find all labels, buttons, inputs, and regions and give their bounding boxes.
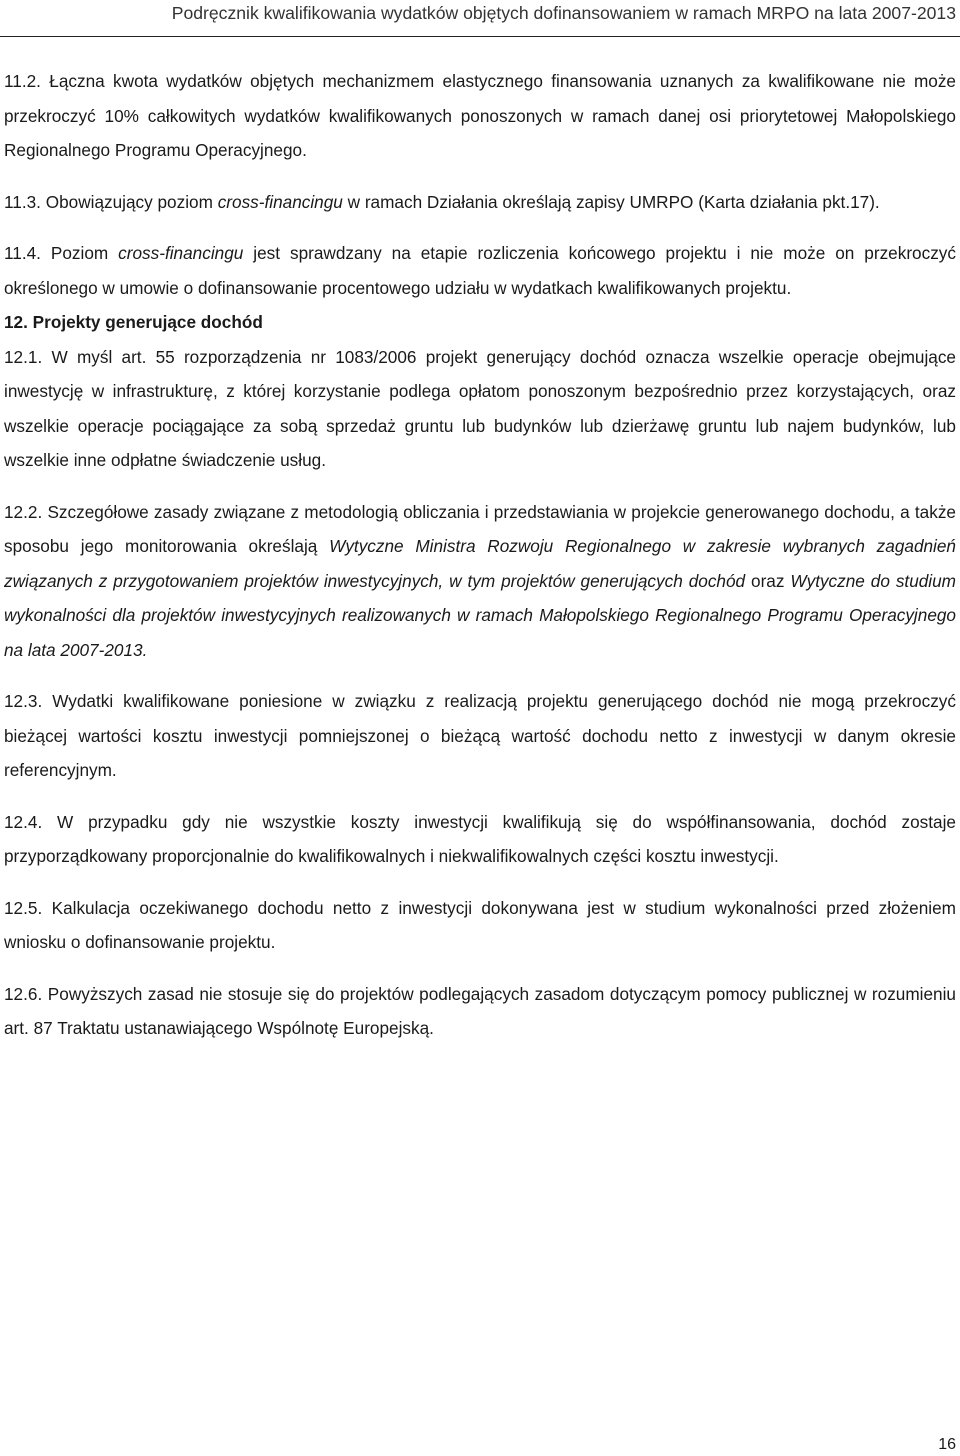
paragraph-text: oraz xyxy=(751,570,785,591)
paragraph-text: jest sprawdzany na etapie rozliczenia końcowego projektu i nie może on przekroczyć określonego w umowie o dofinansowanie procentowego udziału w wydatkach kwalifikowanych projektu. xyxy=(4,243,956,298)
italic-term: cross-financingu xyxy=(217,191,343,212)
paragraph-12-1 xyxy=(4,340,956,478)
paragraph-number: 12.5. xyxy=(4,897,43,918)
italic-citation: Wytyczne do studium wykonalności dla projektów inwestycyjnych realizowanych w ramach Małopolskiego Regionalnego Programu Operacyjnego na lata 2007-2013. xyxy=(4,570,957,660)
paragraph-text: W przypadku gdy nie wszystkie koszty inwestycji kwalifikują się do współfinansowania, dochód zostaje przyporządkowany proporcjonalnie do kwalifikowalnych i niekwalifikowalnych części kosztu inwestycji. xyxy=(4,811,956,866)
paragraph-text: Wydatki kwalifikowane poniesione w związku z realizacją projektu generującego dochód nie mogą przekroczyć bieżącej wartości kosztu inwestycji pomniejszonej o bieżącą wartość dochodu netto z inwestycji w danym okresie referencyjnym. xyxy=(4,691,956,780)
running-header xyxy=(0,0,960,36)
paragraph-number: 12.2. xyxy=(4,501,43,522)
paragraph-text: Poziom xyxy=(50,243,109,263)
paragraph-number: 11.4. xyxy=(4,243,41,263)
paragraph-12-5 xyxy=(4,891,956,960)
document-body xyxy=(4,64,956,1046)
document-title: Podręcznik kwalifikowania wydatków objętych dofinansowaniem w ramach MRPO na lata 2007-2013 xyxy=(171,3,956,23)
paragraph-number: 12.3. xyxy=(4,691,43,711)
paragraph-12-3 xyxy=(4,684,956,788)
paragraph-text: Szczegółowe zasady związane z metodologią obliczania i przedstawiania w projekcie generowanego dochodu, a także sposobu jego monitorowania określają xyxy=(4,501,956,556)
italic-citation: Wytyczne Ministra Rozwoju Regionalnego w zakresie wybranych zagadnień związanych z przygotowaniem projektów inwestycyjnych, w tym projektów generujących dochód xyxy=(4,536,956,591)
paragraph-11-2 xyxy=(4,64,956,168)
paragraph-text: Obowiązujący poziom xyxy=(45,191,213,212)
paragraph-number: 11.2. xyxy=(4,71,41,91)
paragraph-number: 12.4. xyxy=(4,811,43,832)
paragraph-text: Łączna kwota wydatków objętych mechanizmem elastycznego finansowania uznanych za kwalifikowane nie może przekroczyć 10% całkowitych wydatków kwalifikowanych ponoszonych w ramach danej osi priorytetowej Małopolskiego Regionalnego Programu Operacyjnego. xyxy=(4,71,956,160)
paragraph-12-2 xyxy=(4,495,956,668)
paragraph-number: 11.3. xyxy=(4,191,41,212)
paragraph-text: w ramach Działania określają zapisy UMRPO (Karta działania pkt.17). xyxy=(347,191,880,212)
paragraph-number: 12.6. xyxy=(4,983,43,1004)
section-heading: 12. Projekty generujące dochód xyxy=(4,312,263,332)
paragraph-12-6 xyxy=(4,977,956,1046)
header-divider xyxy=(0,36,960,37)
paragraph-12-4 xyxy=(4,805,956,874)
page-number: 16 xyxy=(938,1436,956,1453)
paragraph-text: Kalkulacja oczekiwanego dochodu netto z inwestycji dokonywana jest w studium wykonalności przed złożeniem wniosku o dofinansowanie projektu. xyxy=(4,897,956,952)
paragraph-text: Powyższych zasad nie stosuje się do projektów podlegających zasadom dotyczącym pomocy publicznej w rozumieniu art. 87 Traktatu ustanawiającego Wspólnotę Europejską. xyxy=(4,983,956,1038)
paragraph-text: W myśl art. 55 rozporządzenia nr 1083/2006 projekt generujący dochód oznacza wszelkie operacje obejmujące inwestycję w infrastrukturę, z której korzystanie podlega opłatom ponoszonym bezpośrednio przez korzystających, oraz wszelkie operacje pociągające za sobą sprzedaż gruntu lub budynków lub dzierżawę gruntu lub najem budynków, lub wszelkie inne odpłatne świadczenie usług. xyxy=(4,346,956,470)
paragraph-number: 12.1. xyxy=(4,346,43,367)
paragraph-11-4 xyxy=(4,236,956,305)
paragraph-11-3 xyxy=(4,185,956,220)
italic-term: cross-financingu xyxy=(118,243,244,263)
